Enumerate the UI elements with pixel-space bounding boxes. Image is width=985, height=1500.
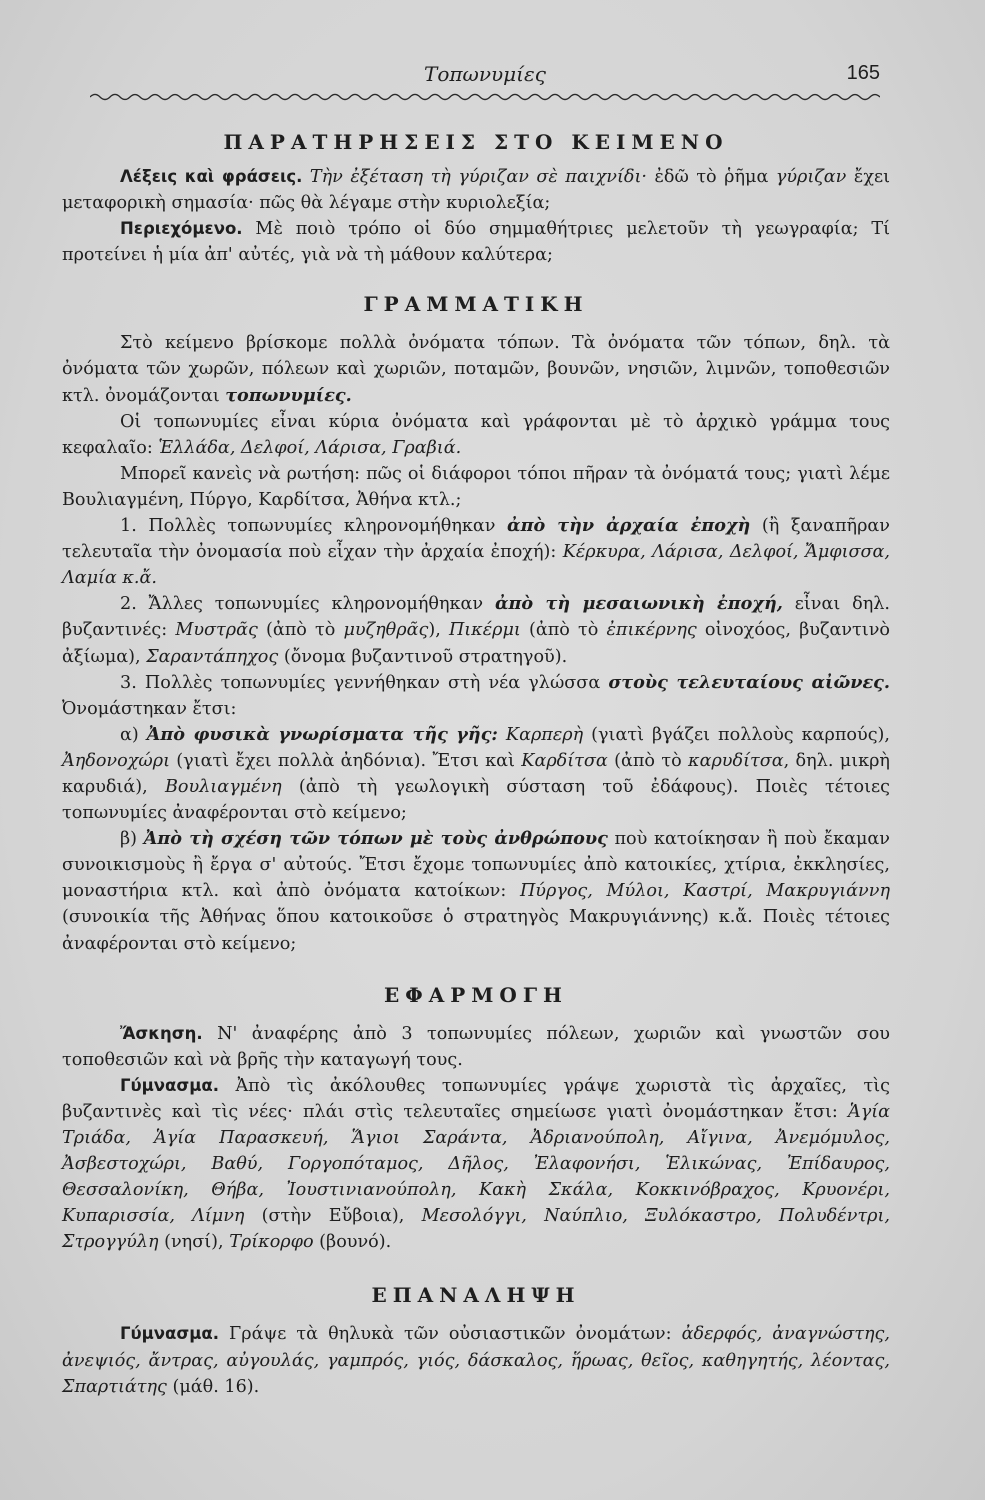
paragraph-point-3a: α) Ἀπὸ φυσικὰ γνωρίσματα τῆς γῆς: Καρπερὴ (γιατὶ βγάζει πολλοὺς καρπούς), Ἀηδονοχώρι (γιατὶ ἔχει πολλὰ ἀηδόνια). Ἔτσι καὶ Καρδίτσα (ἀπὸ τὸ καρυδίτσα, δηλ. μικρὴ καρυδιά), Βουλιαγμένη (ἀπὸ τὴ γεωλογικὴ σύσταση τοῦ ἐδάφους). Ποιὲς τέτοιες τοπωνυμίες ἀναφέρονται στὸ κείμενο; [62,723,891,824]
paragraph-point-1: 1. Πολλὲς τοπωνυμίες κληρονομήθηκαν ἀπὸ τὴν ἀρχαία ἐποχὴ (ἢ ξαναπῆραν τελευταῖα τὴν ὀνομασία ποὺ εἶχαν τὴν ἀρχαία ἐποχή): Κέρκυρα, Λάρισα, Δελφοί, Ἄμφισσα, Λαμία κ.ἄ. [62,515,890,589]
paragraph-content: Περιεχόμενο. Μὲ ποιὸ τρόπο οἱ δύο σημμαθήτριες μελετοῦν τὴ γεωγραφία; Τί προτείνει ἡ μία ἀπ' αὐτές, γιὰ νὰ τὴ μάθουν καλύτερα; [62,219,890,266]
paragraph-question: Μπορεῖ κανεὶς νὰ ρωτήση: πῶς οἱ διάφοροι τόποι πῆραν τὰ ὀνόματά τους; γιατὶ λέμε Βουλιαγμένη, Πύργο, Καρδίτσα, Ἀθήνα κτλ.; [62,463,890,510]
paragraph-words-phrases: Λέξεις καὶ φράσεις. Τὴν ἐξέταση τὴ γύριζαν σὲ παιχνίδι· ἐδῶ τὸ ῥῆμα γύριζαν ἔχει μεταφορικὴ σημασία· πῶς θὰ λέγαμε στὴν κυριολεξία; [62,167,890,214]
lead-exercise: Ἄσκηση. [120,1023,203,1043]
paragraph-grammar-intro: Στὸ κείμενο βρίσκομε πολλὰ ὀνόματα τόπων. Τὰ ὀνόματα τῶν τόπων, δηλ. τὰ ὀνόματα τῶν χωρῶν, πόλεων καὶ χωριῶν, ποταμῶν, βουνῶν, νησιῶν, λιμνῶν, τοποθεσιῶν κτλ. ὀνομάζονται τοπωνυμίες. [62,333,890,406]
lead-words-phrases: Λέξεις καὶ φράσεις. [120,167,303,186]
paragraph-drill: Γύμνασμα. Ἀπὸ τὶς ἀκόλουθες τοπωνυμίες γράψε χωριστὰ τὶς ἀρχαῖες, τὶς βυζαντινὲς καὶ τὶς νέες· πλάι στὶς τελευταῖες σημείωσε γιατὶ ὀνομάστηκαν ἔτσι: Ἁγία Τριάδα, Ἁγία Παρασκευή, Ἅγιοι Σαράντα, Ἀδριανούπολη, Αἴγινα, Ἀνεμόμυλος, Ἀσβεστοχώρι, Βαθύ, Γοργοπόταμος, Δῆλος, Ἐλαφονήσι, Ἑλικώνας, Ἐπίδαυρος, Θεσσαλονίκη, Θήβα, Ἰουστινιανούπολη, Κακὴ Σκάλα, Κοκκινόβραχος, Κρυονέρι, Κυπαρισσία, Λίμνη (στὴν Εὔβοια), Μεσολόγγι, Ναύπλιο, Ξυλόκαστρο, Πολυδέντρι, Στρογγύλη (νησί), Τρίκορφο (βουνό). [62,1075,890,1253]
running-header [90,62,880,92]
paragraph-proper-names: Οἱ τοπωνυμίες εἶναι κύρια ὀνόματα καὶ γράφονται μὲ τὸ ἀρχικὸ γράμμα τους κεφαλαῖο: Ἑλλάδα, Δελφοί, Λάρισα, Γραβιά. [62,411,890,458]
paragraph-point-2: 2. Ἄλλες τοπωνυμίες κληρονομήθηκαν ἀπὸ τὴ μεσαιωνικὴ ἐποχή, εἶναι δηλ. βυζαντινές: Μυστρᾶς (ἀπὸ τὸ μυζηθρᾶς), Πικέρμι (ἀπὸ τὸ ἐπικέρνης οἰνοχόος, βυζαντινὸ ἀξίωμα), Σαραντάπηχος (ὄνομα βυζαντινοῦ στρατηγοῦ). [62,593,890,667]
lead-content: Περιεχόμενο. [120,219,243,239]
heading-application: ΕΦΑΡΜΟΓΗ [384,982,568,1007]
page-number: 165 [846,62,880,84]
paragraph-review-drill: Γύμνασμα. Γράψε τὰ θηλυκὰ τῶν οὐσιαστικῶν ὀνομάτων: ἀδερφός, ἀναγνώστης, ἀνεψιός, ἄντρας, αὐγουλάς, γαμπρός, γιός, δάσκαλος, ἥρωας, θεῖος, καθηγητής, λέοντας, Σπαρτιάτης (μάθ. 16). [62,1324,891,1397]
heading-grammar: ΓΡΑΜΜΑΤΙΚΗ [363,292,589,317]
lead-drill: Γύμνασμα. [120,1075,219,1095]
running-title: Τοπωνυμίες [424,62,546,86]
lead-review-drill: Γύμνασμα. [120,1324,219,1344]
page-body [62,124,890,1400]
heading-review: ΕΠΑΝΑΛΗΨΗ [371,1283,581,1308]
paragraph-point-3: 3. Πολλὲς τοπωνυμίες γεννήθηκαν στὴ νέα γλώσσα στοὺς τελευταίους αἰῶνες. Ὀνομάστηκαν ἔτσι: [62,671,890,719]
paragraph-point-3b: β) Ἀπὸ τὴ σχέση τῶν τόπων μὲ τοὺς ἀνθρώπους ποὺ κατοίκησαν ἢ ποὺ ἔκαμαν συνοικισμοὺς ἢ ἔργα σ' αὐτούς. Ἔτσι ἔχομε τοπωνυμίες ἀπὸ κατοικίες, χτίρια, ἐκκλησίες, μοναστήρια κτλ. καὶ ἀπὸ ὀνόματα κατοίκων: Πύργος, Μύλοι, Καστρί, Μακρυγιάννη (συνοικία τῆς Ἀθήνας ὅπου κατοικοῦσε ὁ στρατηγὸς Μακρυγιάννης) κ.ἄ. Ποιὲς τέτοιες ἀναφέρονται στὸ κείμενο; [62,828,890,954]
heading-observations: ΠΑΡΑΤΗΡΗΣΕΙΣ ΣΤΟ ΚΕΙΜΕΝΟ [223,130,729,154]
wavy-rule-ornament [90,92,880,102]
paragraph-exercise: Ἄσκηση. Ν' ἀναφέρης ἀπὸ 3 τοπωνυμίες πόλεων, χωριῶν καὶ γνωστῶν σου τοποθεσιῶν καὶ νὰ βρῆς τὴν καταγωγή τους. [62,1023,890,1070]
